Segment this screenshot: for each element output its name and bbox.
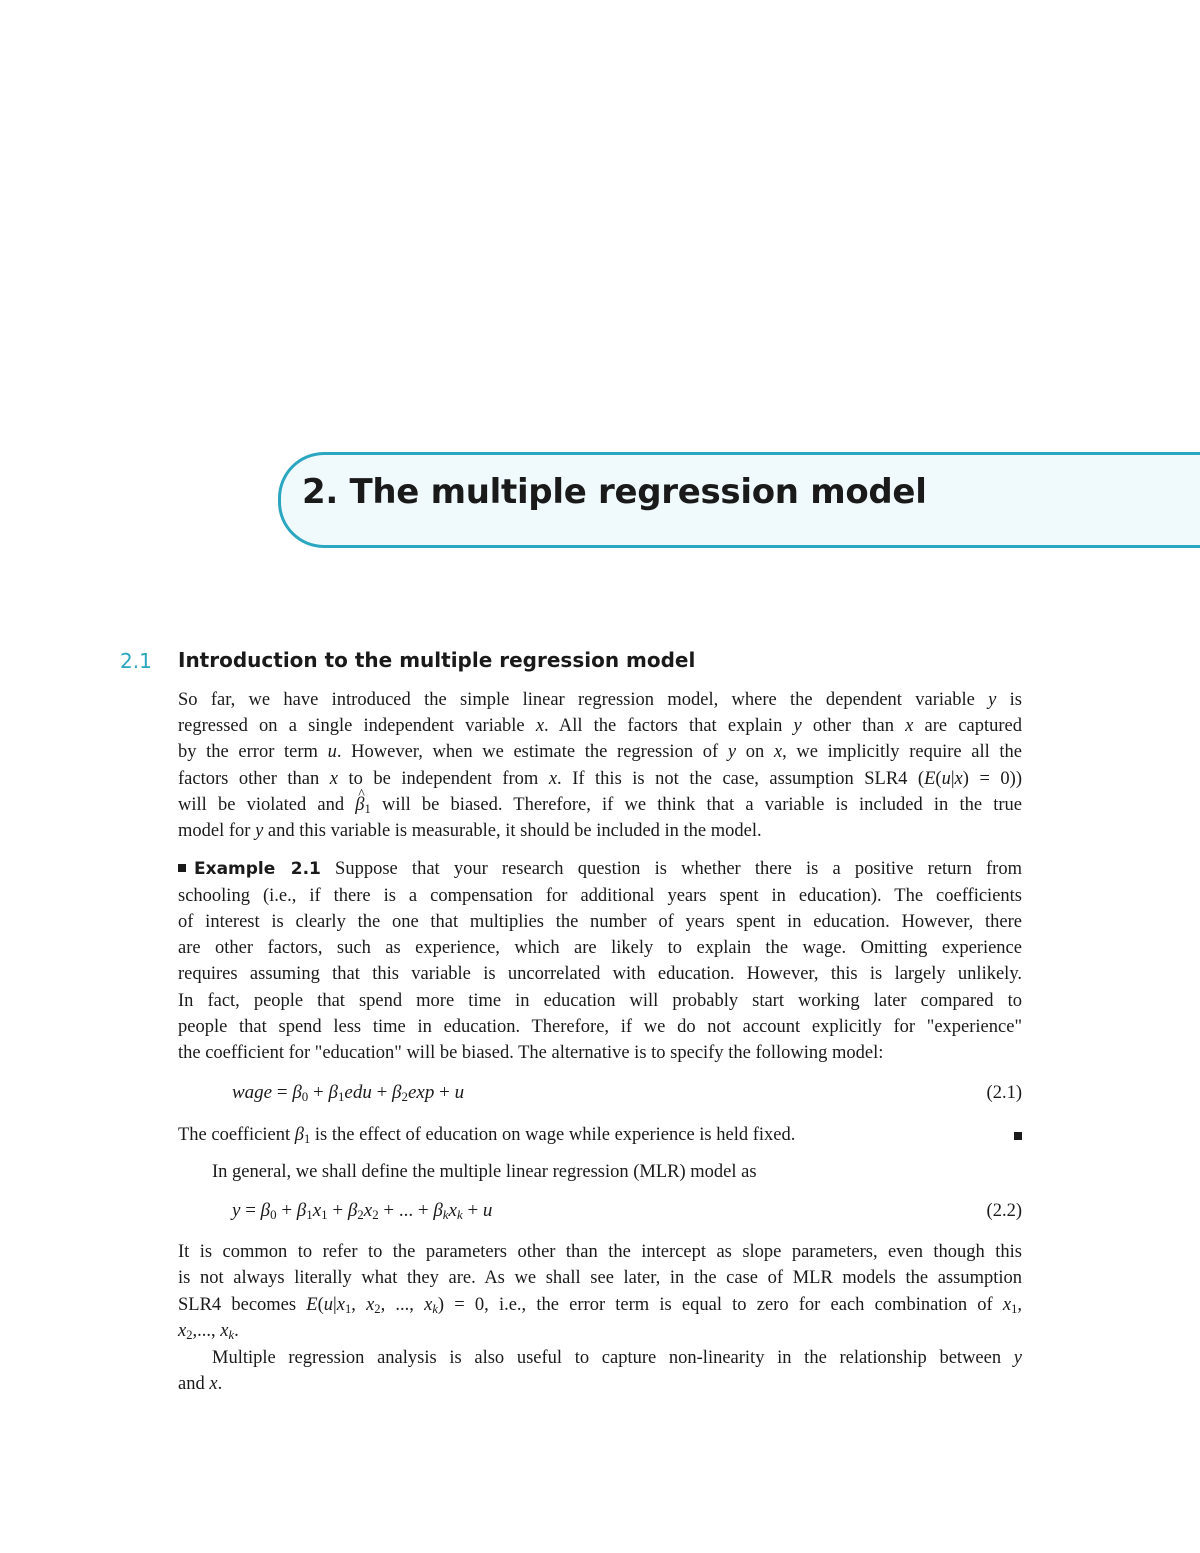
equation-number: (2.1) [986,1083,1022,1103]
section-number: 2.1 [120,649,152,673]
text-line: and x. [178,1374,223,1394]
text-line: In general, we shall define the multiple linear regression (MLR) model as [212,1162,757,1182]
text-line: model for y and this variable is measurable, it should be included in the model. [178,821,762,841]
text-line: $x_2$,..., $x_k$. [178,1321,239,1343]
text-line: the coefficient for "education" will be biased. The alternative is to specify the following model: [178,1043,884,1063]
example-label: Example 2.1 [194,859,321,879]
text-line: So far, we have introduced the simple linear regression model, where the dependent variable y is [178,690,1023,710]
text-line: of interest is clearly the one that multiplies the number of years spent in education. However, there [178,912,1022,932]
example-marker-icon [178,864,186,872]
text-line: by the error term u. However, when we estimate the regression of y on x, we implicitly require all the [178,742,1023,762]
chapter-title: 2. The multiple regression model [302,472,927,512]
text-line: Multiple regression analysis is also useful to capture non-linearity in the relationship between y [212,1348,1022,1368]
section-title: Introduction to the multiple regression model [178,648,696,672]
equation-2-2: $y = \beta_0 + \beta_1x_1 + \beta_2x_2$ + ... + $\beta_kx_k + u$ [232,1200,493,1223]
text-line: are other factors, such as experience, which are likely to explain the wage. Omitting experience [178,938,1022,958]
text-line: will be violated and ^ $\beta_1$ will be biased. Therefore, if we think that a variable is included in the true [178,792,1022,818]
text-line: factors other than x to be independent from x. If this is not the case, assumption SLR4 (E(u|x) = 0)) [178,769,1022,789]
text-line: requires assuming that this variable is uncorrelated with education. However, this is largely unlikely. [178,964,1022,984]
text-line: schooling (i.e., if there is a compensation for additional years spent in education). The coefficients [178,886,1022,906]
text-line: regressed on a single independent variable x. All the factors that explain y other than x are captured [178,716,1022,736]
text-line: Example 2.1 Suppose that your research question is whether there is a positive return from [178,856,1022,882]
text-line: In fact, people that spend more time in education will probably start working later compared to [178,991,1022,1011]
text-line: people that spend less time in education. Therefore, if we do not account explicitly for "experience" [178,1017,1022,1037]
equation-2-1: wage = $\beta_0 + \beta_1edu + \beta_2\exp + u$ [232,1082,465,1105]
text-line: SLR4 becomes $E(u|x_1$, $x_2$, ..., $x_k) = 0$, i.e., the error term is equal to zero for each combination of $x_1$, [178,1295,1023,1317]
end-of-example-icon [1014,1132,1022,1140]
text-line: It is common to refer to the parameters other than the intercept as slope parameters, even though this [178,1242,1022,1262]
text-line: The coefficient $\beta_1$ is the effect of education on wage while experience is held fixed. [178,1125,796,1147]
text-line: is not always literally what they are. As we shall see later, in the case of MLR models the assumption [178,1268,1022,1288]
equation-number: (2.2) [986,1201,1022,1221]
